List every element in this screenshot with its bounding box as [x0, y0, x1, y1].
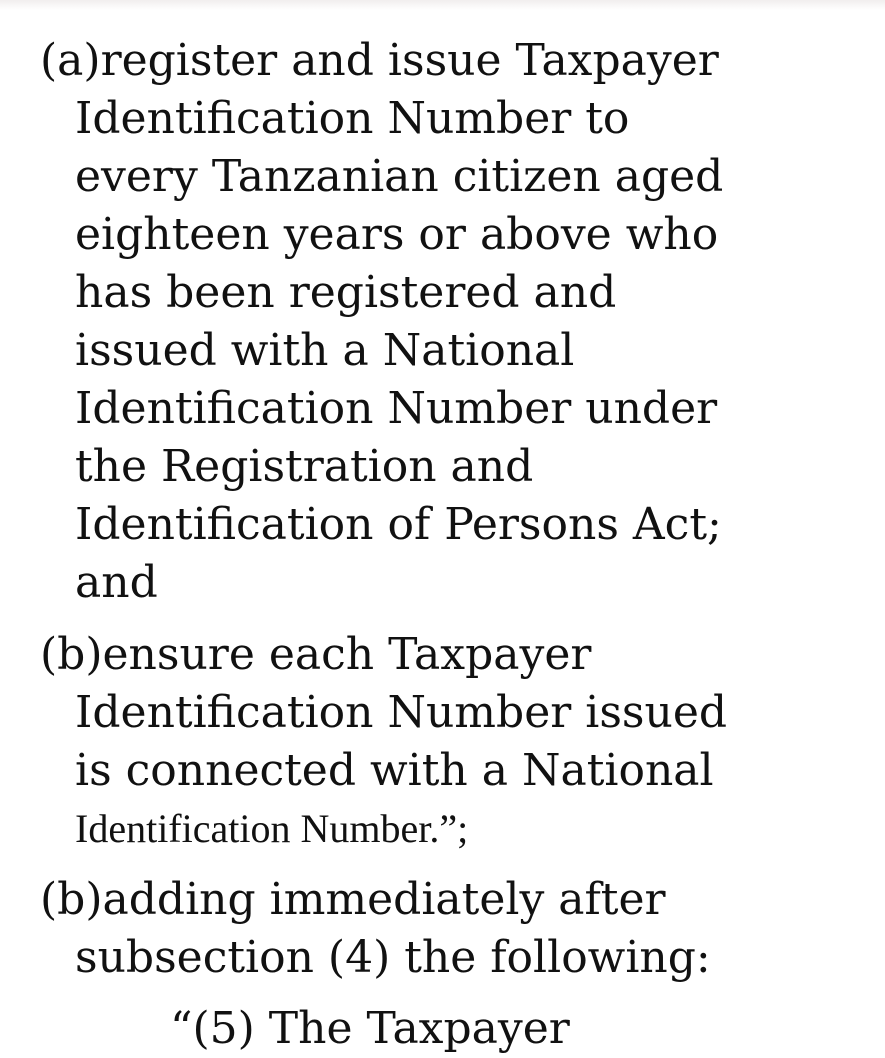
clause-a: [40, 32, 840, 612]
clause-a-line: Identification Number to: [75, 93, 630, 144]
clause-a-line: Identification of Persons Act;: [75, 499, 722, 550]
clause-a-line: issued with a National: [75, 325, 575, 376]
clause-b-adding: [40, 871, 840, 987]
top-shadow: [0, 0, 885, 10]
clause-a-line: eighteen years or above who: [75, 209, 719, 260]
clause-a-line: has been registered and: [75, 267, 617, 318]
clause-b-line: (b)ensure each Taxpayer: [40, 629, 592, 680]
clause-b-ensure: [40, 626, 840, 858]
clause-a-line: the Registration and: [75, 441, 534, 492]
clause-b2-line: (b)adding immediately after: [40, 874, 666, 925]
clause-b2-line: subsection (4) the following:: [75, 932, 711, 983]
clause-b-line: is connected with a National: [75, 745, 714, 796]
clause-b-line: Identification Number.”;: [75, 806, 469, 851]
clause-a-line: and: [75, 557, 158, 608]
clause-a-line: (a)register and issue Taxpayer: [40, 35, 719, 86]
clause-a-line: every Tanzanian citizen aged: [75, 151, 724, 202]
clause-a-line: Identification Number under: [75, 383, 718, 434]
clause-b-line: Identification Number issued: [75, 687, 728, 738]
cut-off-text-line: “(5) The Taxpayer: [170, 1003, 570, 1054]
